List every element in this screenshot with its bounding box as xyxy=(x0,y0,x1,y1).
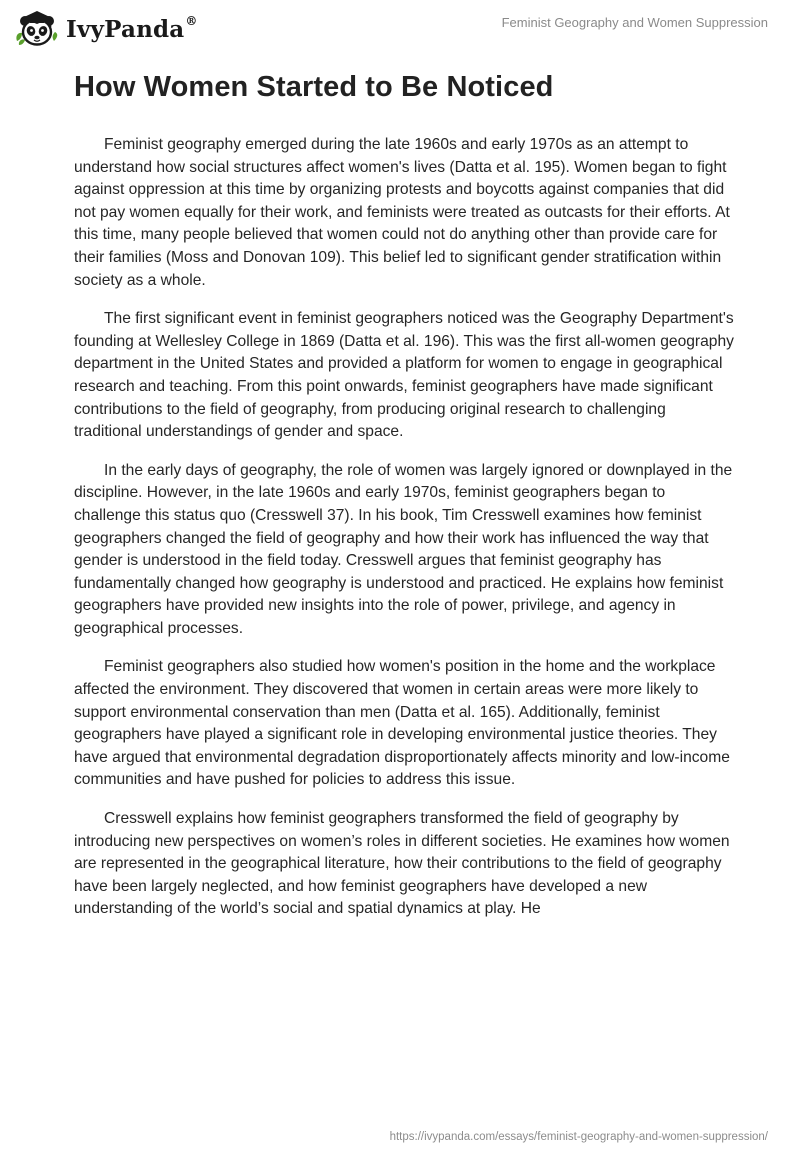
section-heading: How Women Started to Be Noticed xyxy=(74,71,554,103)
logo-wordmark: IvyPanda® xyxy=(66,13,198,43)
page-header xyxy=(0,0,800,60)
paragraph: Feminist geography emerged during the late 1960s and early 1970s as an attempt to understand how social structures affect women's lives (Datta et al. 195). Women began to fight against oppression at this time by organizing protests and boycotts against companies that did not pay women equally for their work, and feminists were treated as outcasts for their efforts. At this time, many people believed that women could not do anything other than provide care for their families (Moss and Donovan 109). This belief led to significant gender stratification within society as a whole. xyxy=(74,136,730,289)
paragraph: Cresswell explains how feminist geographers transformed the field of geography by introducing new perspectives on women’s roles in different societies. He examines how women are represented in the geographical literature, how their contributions to the field of geography have been largely neglected, and how feminist geographers have developed a new understanding of the world’s social and spatial dynamics at play. He xyxy=(74,810,730,918)
ivypanda-logo[interactable] xyxy=(14,8,198,48)
paragraph: In the early days of geography, the role of women was largely ignored or downplayed in the discipline. However, in the late 1960s and early 1970s, feminist geographers began to challenge this status quo (Cresswell 37). In his book, Tim Cresswell examines how feminist geographers changed the field of geography and how their work has influenced the way that gender is understood in the field today. Cresswell argues that feminist geography has fundamentally changed how geography is understood and practiced. He explains how feminist geographers have provided new insights into the role of power, privilege, and agency in geographical processes. xyxy=(74,461,733,637)
paragraph: Feminist geographers also studied how women's position in the home and the workplace affected the environment. They discovered that women in certain areas were more likely to support environmental conservation than men (Datta et al. 165). Additionally, feminist geographers have played a significant role in developing environmental justice theories. They have argued that environmental degradation disproportionately affects minority and low-income communities and have pushed for policies to address this issue. xyxy=(74,658,730,789)
panda-graduation-cap-icon xyxy=(14,8,60,48)
source-url[interactable]: https://ivypanda.com/essays/feminist-geography-and-women-suppression/ xyxy=(389,1131,768,1143)
paragraph: The first significant event in feminist geographers noticed was the Geography Department's founding at Wellesley College in 1869 (Datta et al. 196). This was the first all-women geography department in the United States and provided a platform for women to engage in geographical research and teaching. From this point onwards, feminist geographers have made significant contributions to the field of geography, from producing original research to challenging traditional understandings of gender and space. xyxy=(74,310,734,441)
document-title: Feminist Geography and Women Suppression xyxy=(501,15,768,30)
article-body xyxy=(74,134,734,937)
registered-mark: ® xyxy=(185,13,198,28)
